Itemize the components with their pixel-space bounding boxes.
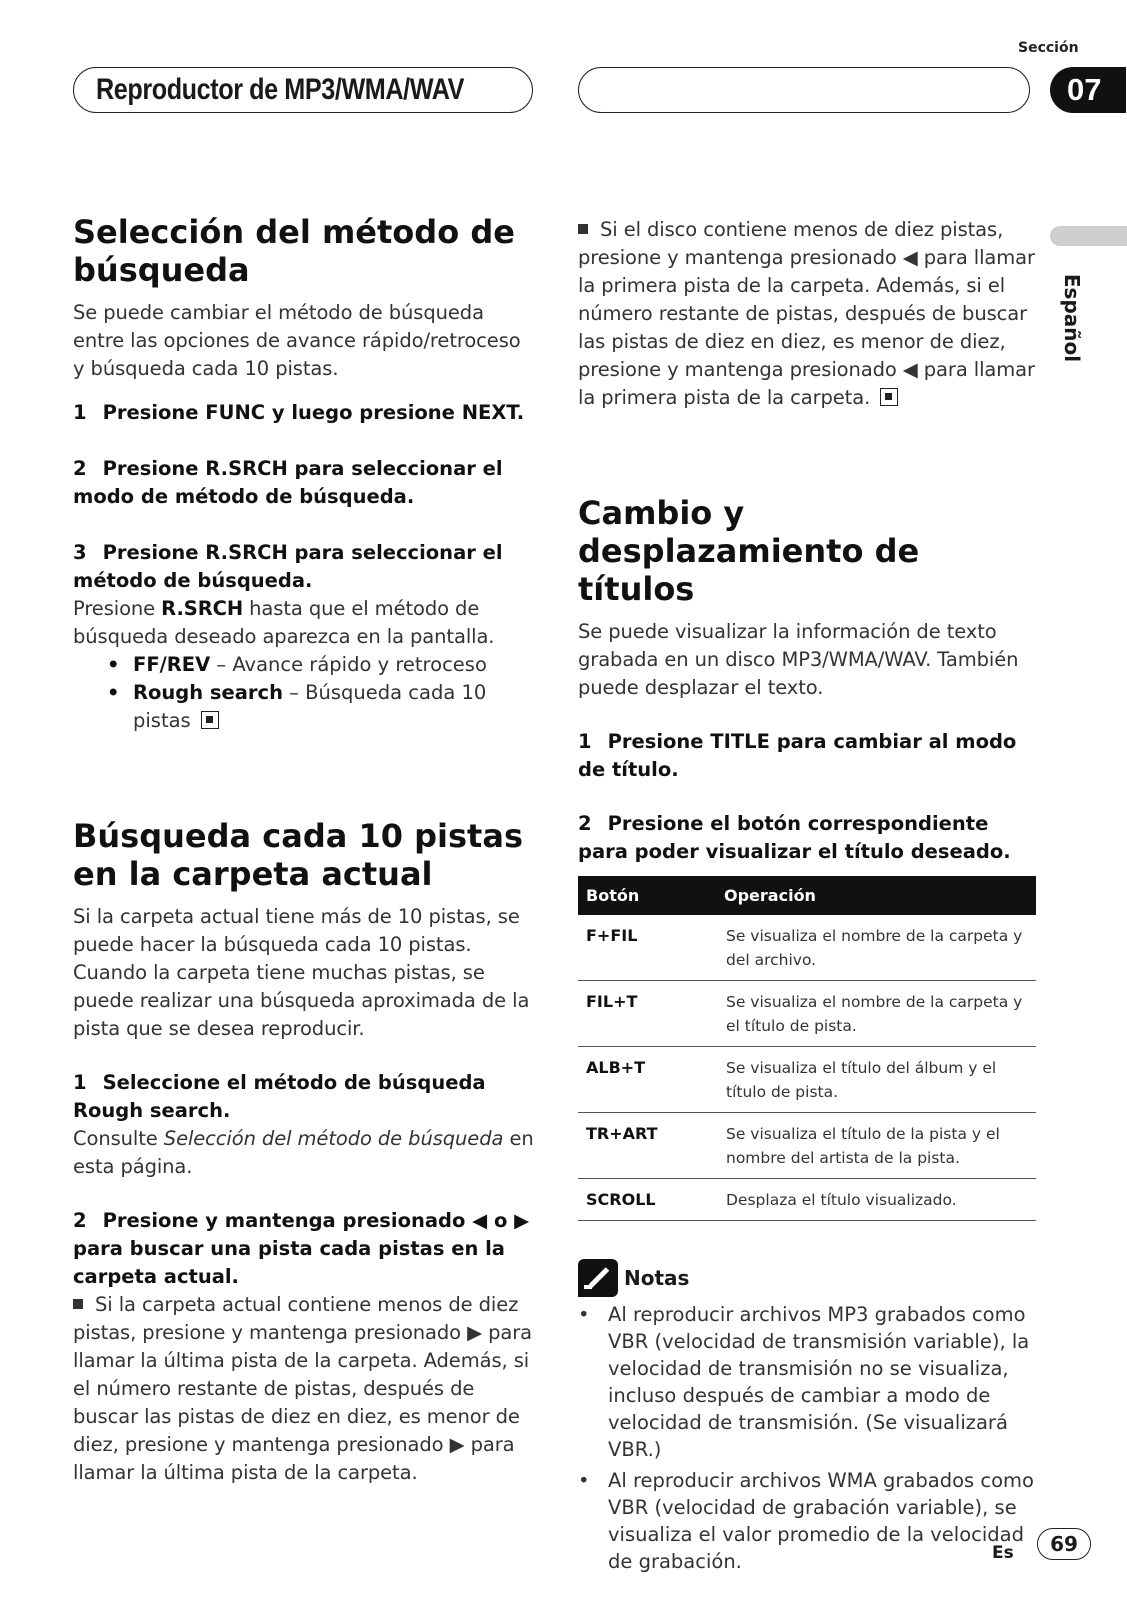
- square-bullet-icon: [73, 1299, 83, 1309]
- cross-reference: Selección del método de búsqueda: [163, 1127, 504, 1150]
- step-text: Presione R.SRCH para seleccionar el método de búsqueda.: [73, 541, 503, 592]
- end-mark-icon: [201, 711, 219, 729]
- body-text: Consulte: [73, 1127, 164, 1150]
- bullet-term: Rough search: [133, 681, 283, 704]
- step-item: [73, 1207, 535, 1291]
- step-item: [578, 728, 1038, 784]
- table-header-row: [578, 876, 1036, 915]
- step-item: [73, 455, 535, 511]
- right-column: [578, 216, 1038, 1575]
- footer-language: Es: [992, 1543, 1014, 1563]
- button-cell: F+FIL: [578, 915, 716, 981]
- button-cell: TR+ART: [578, 1113, 716, 1179]
- rsrch-label: R.SRCH: [161, 597, 244, 620]
- bullet-text: – Avance rápido y retroceso: [210, 653, 487, 676]
- section-label: Sección: [1018, 40, 1079, 56]
- table-row: [578, 1113, 1036, 1179]
- note-text: Al reproducir archivos WMA grabados como VBR (velocidad de grabación variable), se visualiza el valor promedio de la velocidad de grabación.: [608, 1469, 1034, 1573]
- step3-body: [73, 595, 535, 651]
- square-bullet-icon: [578, 224, 588, 234]
- step-text: Presione y mantenga presionado ◀ o ▶ para buscar una pista cada pistas en la carpeta actual.: [73, 1209, 530, 1288]
- button-cell: FIL+T: [578, 981, 716, 1047]
- bullet-dot: •: [107, 681, 120, 704]
- blank-header-pill: [578, 67, 1030, 113]
- operation-cell: Se visualiza el título del álbum y el título de pista.: [716, 1047, 1036, 1113]
- operation-cell: Desplaza el título visualizado.: [716, 1179, 1036, 1221]
- bullet-dot: •: [107, 653, 120, 676]
- body-text: hasta que el método de búsqueda deseado aparezca en la pantalla.: [73, 597, 495, 648]
- heading-title-change: Cambio y desplazamiento de títulos: [578, 494, 920, 608]
- bullet-item: [107, 651, 535, 679]
- note-item: [578, 1301, 1038, 1463]
- operation-cell: Se visualiza el nombre de la carpeta y del archivo.: [716, 915, 1036, 981]
- table-row: [578, 1179, 1036, 1221]
- pencil-note-icon: [578, 1259, 618, 1297]
- page-title: [73, 67, 533, 113]
- body-text: Si la carpeta actual contiene menos de diez pistas, presione y mantenga presionado ▶ para llamar la última pista de la carpeta. Además, si el número restante de pistas, después de buscar las pistas de diez en diez, es menor de diez, presione y mantenga presionado ▶ para llamar la última pista de la carpeta.: [73, 1293, 532, 1484]
- side-tab-marker: [1050, 226, 1127, 246]
- step-number: 1: [73, 1071, 87, 1094]
- step-text: Presione FUNC y luego presione NEXT.: [102, 401, 525, 424]
- column-header: Botón: [578, 876, 716, 915]
- end-mark-icon: [880, 388, 898, 406]
- button-cell: SCROLL: [578, 1179, 716, 1221]
- search-method-intro: Se puede cambiar el método de búsqueda entre las opciones de avance rápido/retroceso y búsqueda cada 10 pistas.: [73, 301, 521, 380]
- body-text: en esta página.: [73, 1127, 534, 1178]
- step-text: Presione el botón correspondiente para poder visualizar el título deseado.: [578, 812, 1011, 863]
- side-language-label: [1052, 268, 1092, 368]
- step1-body: [73, 1125, 535, 1181]
- notes-title: Notas: [624, 1266, 690, 1290]
- note-item: [578, 1467, 1038, 1575]
- left-column: [73, 213, 535, 1487]
- table-row: [578, 915, 1036, 981]
- operations-table: [578, 876, 1036, 1221]
- bullet-text: – Búsqueda cada 10 pistas: [133, 681, 487, 732]
- bullet-dot: •: [578, 1469, 590, 1492]
- button-cell: ALB+T: [578, 1047, 716, 1113]
- page-title-text: Reproductor de MP3/WMA/WAV: [96, 73, 465, 106]
- side-language-text: Español: [1060, 273, 1084, 363]
- step-item: [73, 1069, 535, 1125]
- operation-cell: Se visualiza el título de la pista y el nombre del artista de la pista.: [716, 1113, 1036, 1179]
- body-text: Presione: [73, 597, 162, 620]
- step-number: 2: [73, 457, 87, 480]
- bullet-item: [107, 679, 535, 735]
- step2-body: [73, 1291, 535, 1487]
- step-number: 1: [578, 730, 592, 753]
- bullet-term: FF/REV: [133, 653, 211, 676]
- body-text: Si el disco contiene menos de diez pistas, presione y mantenga presionado ◀ para llamar la primera pista de la carpeta. Además, si el número restante de pistas, después de buscar las pistas de diez en diez, es menor de diez, presione y mantenga presionado ◀ para llamar la primera pista de la carpeta.: [578, 218, 1035, 409]
- heading-ten-track-search: Búsqueda cada 10 pistas en la carpeta actual: [73, 817, 523, 893]
- notes-header: [578, 1259, 1038, 1297]
- operation-cell: Se visualiza el nombre de la carpeta y el título de pista.: [716, 981, 1036, 1047]
- heading-search-method: Selección del método de búsqueda: [73, 213, 515, 289]
- table-row: [578, 1047, 1036, 1113]
- step-text: Presione TITLE para cambiar al modo de título.: [578, 730, 1017, 781]
- section-number-badge: 07: [1050, 67, 1126, 113]
- bullet-dot: •: [578, 1303, 590, 1326]
- step-item: [578, 810, 1038, 866]
- step-number: 2: [578, 812, 592, 835]
- table-row: [578, 981, 1036, 1047]
- step-number: 3: [73, 541, 87, 564]
- step-number: 2: [73, 1209, 87, 1232]
- page-number: 69: [1037, 1528, 1091, 1560]
- title-change-intro: Se puede visualizar la información de texto grabada en un disco MP3/WMA/WAV. También puede desplazar el texto.: [578, 620, 1019, 699]
- step-text: Presione R.SRCH para seleccionar el modo de método de búsqueda.: [73, 457, 503, 508]
- step-item: [73, 539, 535, 595]
- step-item: [73, 399, 535, 427]
- continued-text: [578, 216, 1038, 412]
- step-number: 1: [73, 401, 87, 424]
- step-text: Seleccione el método de búsqueda Rough search.: [73, 1071, 486, 1122]
- note-text: Al reproducir archivos MP3 grabados como VBR (velocidad de transmisión variable), la velocidad de transmisión no se visualiza, incluso después de cambiar a modo de velocidad de transmisión. (Se visualizará VBR.): [608, 1303, 1030, 1461]
- column-header: Operación: [716, 876, 1036, 915]
- ten-track-intro: Si la carpeta actual tiene más de 10 pistas, se puede hacer la búsqueda cada 10 pistas. Cuando la carpeta tiene muchas pistas, se puede realizar una búsqueda aproximada de la pista que se desea reproducir.: [73, 905, 530, 1040]
